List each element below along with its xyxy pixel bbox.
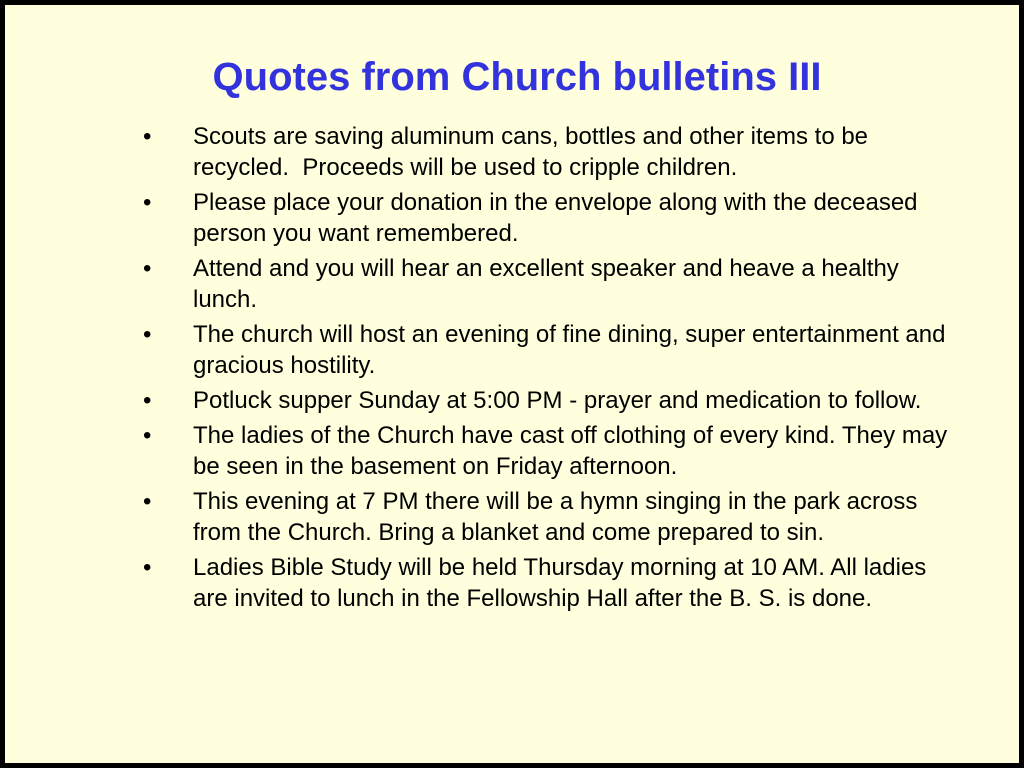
bullet-item <box>137 187 957 249</box>
bullet-text: Potluck supper Sunday at 5:00 PM - prayer and medication to follow. <box>193 387 922 414</box>
bullet-text: Scouts are saving aluminum cans, bottles and other items to be recycled. Proceeds will be used to cripple children. <box>193 123 875 181</box>
bullet-text: Ladies Bible Study will be held Thursday morning at 10 AM. All ladies are invited to lunch in the Fellowship Hall after the B. S. is done. <box>193 554 933 612</box>
bullet-icon: • <box>143 488 152 515</box>
bullet-item <box>137 385 957 416</box>
slide-title: Quotes from Church bulletins III <box>212 55 822 99</box>
bullet-list <box>137 121 957 618</box>
bullet-item <box>137 319 957 381</box>
bullet-icon: • <box>143 321 152 348</box>
bullet-text: This evening at 7 PM there will be a hymn singing in the park across from the Church. Bring a blanket and come prepared to sin. <box>193 488 925 546</box>
bullet-text: Attend and you will hear an excellent speaker and heave a healthy lunch. <box>193 255 906 313</box>
bullet-text: The church will host an evening of fine dining, super entertainment and gracious hostility. <box>193 321 953 379</box>
bullet-item <box>137 420 957 482</box>
slide <box>2 2 1022 766</box>
bullet-icon: • <box>143 123 152 150</box>
bullet-icon: • <box>143 554 152 581</box>
bullet-item <box>137 121 957 183</box>
bullet-text: The ladies of the Church have cast off clothing of every kind. They may be seen in the basement on Friday afternoon. <box>193 422 954 480</box>
bullet-icon: • <box>143 422 152 449</box>
bullet-text: Please place your donation in the envelope along with the deceased person you want remembered. <box>193 189 925 247</box>
bullet-icon: • <box>143 255 152 282</box>
bullet-icon: • <box>143 189 152 216</box>
bullet-item <box>137 486 957 548</box>
bullet-item <box>137 253 957 315</box>
bullet-icon: • <box>143 387 152 414</box>
bullet-item <box>137 552 957 614</box>
